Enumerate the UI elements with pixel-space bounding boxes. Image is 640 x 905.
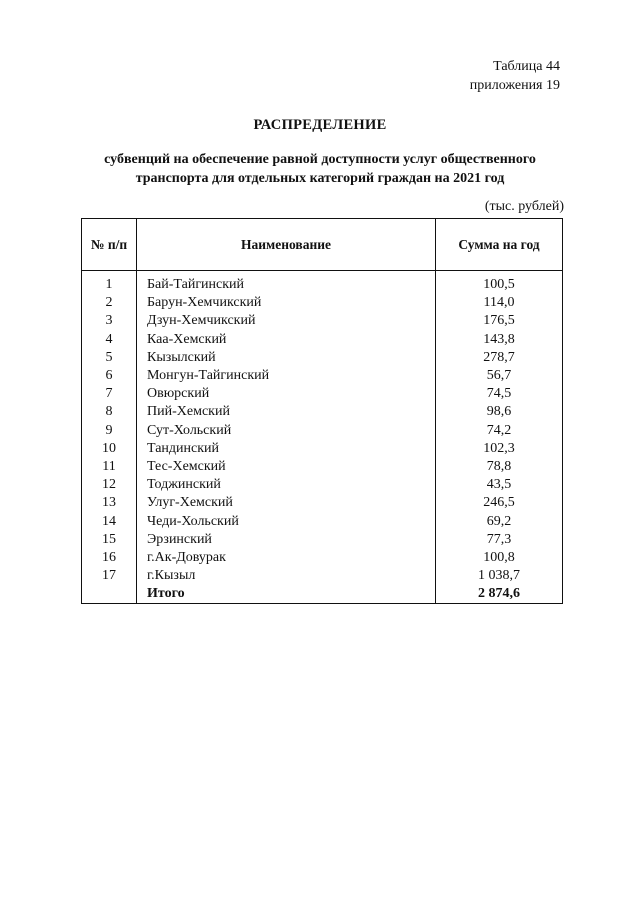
column-header-number: № п/п <box>82 219 137 271</box>
row-value: 56,7 <box>436 367 563 385</box>
row-name: Каа-Хемский <box>137 331 436 349</box>
table-row <box>82 512 563 530</box>
row-number: 1 <box>82 271 137 295</box>
row-value: 100,8 <box>436 549 563 567</box>
document-title: РАСПРЕДЕЛЕНИЕ <box>253 117 387 133</box>
row-number: 9 <box>82 422 137 440</box>
table-number-label: Таблица 44 <box>493 59 560 74</box>
row-number: 3 <box>82 312 137 330</box>
row-value: 143,8 <box>436 331 563 349</box>
row-name: Монгун-Тайгинский <box>137 367 436 385</box>
row-number: 13 <box>82 494 137 512</box>
row-number: 12 <box>82 476 137 494</box>
table-row <box>82 385 563 403</box>
row-name: Эрзинский <box>137 531 436 549</box>
row-value: 77,3 <box>436 531 563 549</box>
row-name: Тандинский <box>137 440 436 458</box>
row-name: Бай-Тайгинский <box>137 271 436 295</box>
row-value: 1 038,7 <box>436 567 563 585</box>
row-name: Пий-Хемский <box>137 403 436 421</box>
row-value: 278,7 <box>436 349 563 367</box>
total-number <box>82 585 137 604</box>
total-row <box>82 585 563 604</box>
row-number: 16 <box>82 549 137 567</box>
table-row <box>82 458 563 476</box>
table-row <box>82 422 563 440</box>
row-name: Чеди-Хольский <box>137 512 436 530</box>
table-row <box>82 403 563 421</box>
row-value: 43,5 <box>436 476 563 494</box>
total-value: 2 874,6 <box>436 585 563 604</box>
row-value: 74,5 <box>436 385 563 403</box>
units-label: (тыс. рублей) <box>484 199 564 214</box>
table-row <box>82 367 563 385</box>
row-name: Тес-Хемский <box>137 458 436 476</box>
table-row <box>82 531 563 549</box>
row-number: 15 <box>82 531 137 549</box>
table-row <box>82 440 563 458</box>
table-row <box>82 312 563 330</box>
table-row <box>82 476 563 494</box>
row-number: 17 <box>82 567 137 585</box>
document-subtitle <box>80 150 560 188</box>
row-value: 100,5 <box>436 271 563 295</box>
subtitle-line-1: субвенций на обеспечение равной доступности услуг общественного <box>104 152 536 167</box>
row-value: 246,5 <box>436 494 563 512</box>
row-name: Барун-Хемчикский <box>137 294 436 312</box>
row-value: 176,5 <box>436 312 563 330</box>
row-name: Сут-Хольский <box>137 422 436 440</box>
table-header-row <box>82 219 563 271</box>
row-name: Улуг-Хемский <box>137 494 436 512</box>
row-number: 4 <box>82 331 137 349</box>
table-row <box>82 549 563 567</box>
appendix-label: приложения 19 <box>469 78 560 93</box>
row-name: Кызылский <box>137 349 436 367</box>
table-row <box>82 494 563 512</box>
total-label: Итого <box>137 585 436 604</box>
table-row <box>82 271 563 295</box>
table-row <box>82 294 563 312</box>
row-value: 74,2 <box>436 422 563 440</box>
row-number: 6 <box>82 367 137 385</box>
table-row <box>82 331 563 349</box>
distribution-table <box>81 218 563 604</box>
row-name: г.Ак-Довурак <box>137 549 436 567</box>
row-value: 69,2 <box>436 512 563 530</box>
table-row <box>82 349 563 367</box>
row-number: 8 <box>82 403 137 421</box>
row-number: 2 <box>82 294 137 312</box>
row-value: 78,8 <box>436 458 563 476</box>
table-row <box>82 567 563 585</box>
row-name: Овюрский <box>137 385 436 403</box>
row-number: 7 <box>82 385 137 403</box>
row-number: 10 <box>82 440 137 458</box>
row-value: 114,0 <box>436 294 563 312</box>
row-value: 98,6 <box>436 403 563 421</box>
row-value: 102,3 <box>436 440 563 458</box>
row-name: Дзун-Хемчикский <box>137 312 436 330</box>
column-header-sum: Сумма на год <box>436 219 563 271</box>
subtitle-line-2: транспорта для отдельных категорий граждан на 2021 год <box>135 171 505 186</box>
row-number: 14 <box>82 512 137 530</box>
column-header-name: Наименование <box>137 219 436 271</box>
row-name: г.Кызыл <box>137 567 436 585</box>
table-body <box>82 271 563 604</box>
row-name: Тоджинский <box>137 476 436 494</box>
row-number: 5 <box>82 349 137 367</box>
row-number: 11 <box>82 458 137 476</box>
